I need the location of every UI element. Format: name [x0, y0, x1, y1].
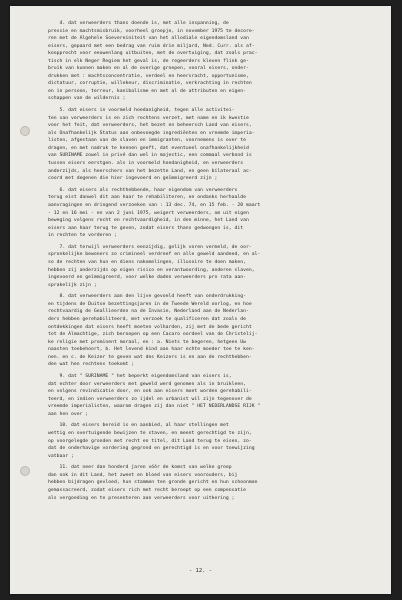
text-line: ders hebben gerehabiliteerd, met verzoek te qualificeren dat zoals de: [48, 316, 247, 322]
document-page: [10, 6, 391, 594]
text-line: ingevoerd en geïmmigreerd, voor welke daden verweerders pro rata aan-: [48, 275, 247, 281]
paragraph-10: [48, 422, 381, 460]
text-line: eisers aan haar terug te geven, zodat eisers thans gedwongen is, dit: [48, 225, 244, 231]
text-line: 9. dat " SURINAME " het beperkt eigendomsland van eisers is,: [48, 374, 232, 379]
text-line: 4. dat verweerders thans doende is, met alle inspanning, de: [48, 21, 229, 26]
paragraph-6: [48, 187, 381, 240]
text-line: dictatuur, corruptie, willekeur, discriminatie, verkrachting in rechten: [48, 81, 252, 87]
text-line: coord met degenen die hier ingevoerd en geïmmigreerd zijn ;: [48, 176, 218, 182]
text-line: dat de onderhavige vordering gegrond en gerechtigd is en voor toewijzing: [48, 446, 255, 452]
text-line: en tijdens de Duitse bezettingsjaren in de Tweede Wereld oorlog, en hoe: [48, 301, 252, 307]
text-line: als vergoeding en te presenteren aan verweerders voor uitkering ;: [48, 495, 235, 501]
text-line: spronkelijke bewoners zo crimineel verdreef en alle geweld aandeed, en al-: [48, 252, 261, 258]
text-line: tot de Almachtige, zich beroepen op een Cacaro oordeel van de Christelij-: [48, 332, 258, 338]
text-line: wettig en overtuigende bewijzen te staven, en meent gerechtigd te zijn,: [48, 431, 252, 437]
text-line: eisers, gepaard met een bedrag van ruim drie miljard, Ned. Curr. als af-: [48, 43, 255, 49]
text-line: naasten toebehoort, b. Het levend kind aan haar echte moeder toe te ken-: [48, 347, 255, 353]
text-line: anderzijds, als heerschers van het bezette Land, en geen bilateraal ac-: [48, 168, 252, 174]
text-line: ontdekkingen dat eisers heeft moeten volharden, zij met de bede gericht: [48, 324, 252, 330]
text-line: bruik van kunnen maken en al de overige groepen, vooral eisers, onder-: [48, 66, 249, 72]
text-line: teerd, en indien verweerders zo ijdel en urbanist wil zijn tegenover de: [48, 396, 252, 402]
text-line: ren met de Algehele Soevereiniteit van het allodiale eigendomsland van: [48, 36, 249, 42]
text-line: vatbaar ;: [48, 453, 74, 459]
page-number: - 12. -: [188, 568, 213, 574]
text-line: 10. dat eisers bereid is en aanbied, al haar stellingen met: [48, 423, 229, 429]
text-line: in rechten te vorderen ;: [48, 233, 117, 239]
text-line: dan ook in dit Land, het zweet en bloed van eisers voorouders, bij: [48, 472, 238, 478]
text-line: als Onafhankelijk Status aan onbevoegde ingrediënten en vreemde imperia-: [48, 130, 255, 136]
text-line: 8. dat verweerders aan den lijve gevoeld heeft van onderdrukking-: [48, 294, 247, 300]
document-body: [48, 20, 381, 506]
text-line: dat echter door verweerders met geweld werd genomen als in bruikleen,: [48, 381, 247, 387]
text-line: schappen van de wildernis ;: [48, 96, 126, 102]
paragraph-4: [48, 20, 381, 103]
text-line: 7. dat terwijl verweerders eenzijdig, gelijk voren vermeld, de oor-: [48, 244, 252, 250]
text-line: aan hen over ;: [48, 411, 89, 417]
text-line: koopprecht voor eeuwenlang uitbuiten, met de overtuiging, dat zoals prac-: [48, 51, 258, 57]
text-line: so de rechten van hun en diens nakomelingen, illusoire te doen maken,: [48, 259, 247, 265]
text-line: 6. dat eisers als rechthebbende, haar eigendom van verweerders: [48, 187, 238, 193]
text-line: van SURINAME zowel in privé dan wel in majestic, een commaal verbond is: [48, 153, 252, 159]
text-line: pressie en machtsmisbruik, voorheel groepje, in november 1975 te decore-: [48, 28, 255, 34]
text-line: en volgens revindicatie door, en ook aan eisers moet worden gerehabili-: [48, 389, 252, 395]
text-line: en in persoon, terreur, kanibalisme en met al de attributen en eigen-: [48, 88, 247, 94]
text-line: den wat hen rechtens toekomt ;: [48, 362, 135, 368]
paragraph-5: [48, 107, 381, 182]
text-line: hebben zij anderzijds op eigen risico en verantwoording, anderen slaven,: [48, 267, 255, 273]
text-line: - 12 en 16 mei - en van 2 juni 1975, weigert verweerders, om uit eigen: [48, 210, 249, 216]
text-line: hebben bijdragen gevloed, hun stammen ten gronde gericht en hun schoonman: [48, 480, 258, 486]
punch-hole: [20, 126, 30, 136]
paragraph-8: [48, 293, 381, 368]
text-line: voor het feit, dat verweerders, het bezet en beheersch Land van eisers,: [48, 123, 252, 129]
text-line: nen. en c. de Keizer te geven wat des Keizers is en aan de rechthebben-: [48, 354, 252, 360]
text-line: ke religie met prominent moraal, en : a. Niets te begeren, hetgeen Uw: [48, 339, 247, 345]
paragraph-7: [48, 244, 381, 289]
text-line: 5. dat eisers in voormeld hoedanigheid, tegen alle activitei-: [48, 108, 235, 114]
text-line: tisch in elk Neger Regiem het geval is, de regeerders kleven flink ge-: [48, 58, 249, 64]
text-line: listen, afgestaan van de slaven en immigranten, voornemens is over te: [48, 138, 247, 144]
text-line: op voorgelegde gronden met recht en titel, dit Land terug te eisen, zo-: [48, 438, 252, 444]
text-line: rechtvaardig de Geallieerden na de Invasie, Nederland aan de Nederlan-: [48, 309, 249, 315]
text-line: sprakelijk zijn ;: [48, 282, 97, 288]
text-line: ten van verweerders is en zich rechtens verzet, met name en ik kwestie: [48, 115, 249, 121]
punch-hole: [20, 466, 30, 476]
paragraph-9: [48, 373, 381, 418]
text-line: dragen, en met nadruk te kennen geeft, dat eventueel onafhankelijkheid: [48, 145, 249, 151]
paragraph-11: [48, 464, 381, 502]
text-line: tussen eisers eerstgen. als in voormeld hoedanigheid, en verweerders: [48, 161, 244, 167]
text-line: gemassacreerd, zodat eisers rich met recht beroept op een compensatie: [48, 488, 247, 494]
text-line: 11. dat neer dan honderd jaren vóór de komst van welke groep: [48, 465, 232, 471]
text-line: drukken met : machtsconcentratie, verdeel en heersracht, opportunisme,: [48, 73, 249, 79]
text-line: terug eist danwel dit aan haar te rehabiliteren, en ondanks herhaalde: [48, 195, 247, 201]
text-line: beweging volgens recht en rechtvaardigheid, in den minne, het Land van: [48, 218, 249, 224]
text-line: vreemde imperialisten, waarom dragen zij dan niet " HET NEDERLANDSE RIJK ": [48, 404, 261, 410]
text-line: aanvragingen en dringend verzoeken van : 13 dec. 74, en 15 feb. - 20 maart: [48, 202, 261, 208]
